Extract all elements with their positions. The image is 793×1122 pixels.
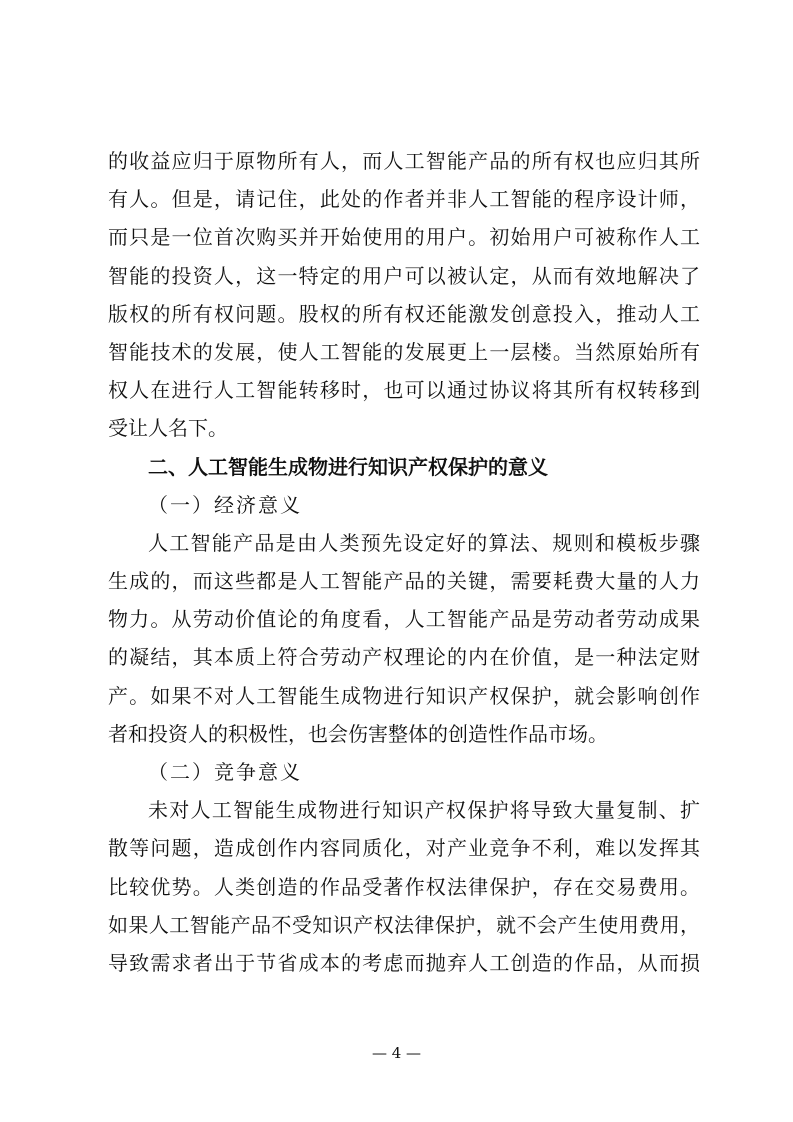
text-line: 版权的所有权问题。股权的所有权还能激发创意投入，推动人工 [108,301,700,326]
text-line: 产。如果不对人工智能生成物进行知识产权保护，就会影响创作 [108,683,700,708]
paragraph [108,791,700,982]
text-line: 有人。但是，请记住，此处的作者并非人工智能的程序设计师， [108,187,700,212]
text-line: 受让人名下。 [108,416,228,441]
paragraph [108,524,700,753]
text-line: 的凝结，其本质上符合劳动产权理论的内在价值，是一种法定财 [108,645,700,670]
text-line: 智能技术的发展，使人工智能的发展更上一层楼。当然原始所有 [108,339,700,364]
text-line: 而只是一位首次购买并开始使用的用户。初始用户可被称作人工 [108,225,700,250]
text-line: 权人在进行人工智能转移时，也可以通过协议将其所有权转移到 [108,378,700,403]
text-line: 物力。从劳动价值论的角度看，人工智能产品是劳动者劳动成果 [108,607,700,632]
text-line: 智能的投资人，这一特定的用户可以被认定，从而有效地解决了 [108,263,700,288]
text-line: 人工智能产品是由人类预先设定好的算法、规则和模板步骤 [148,530,700,555]
subsection-heading: （一）经济意义 [148,492,302,517]
page-body [108,142,700,982]
text-line: 如果人工智能产品不受知识产权法律保护，就不会产生使用费用， [108,912,700,937]
text-line: 者和投资人的积极性，也会伤害整体的创造性作品市场。 [108,721,608,746]
text-line: 散等问题，造成创作内容同质化，对产业竞争不利，难以发挥其 [108,836,700,861]
text-line: 的收益应归于原物所有人，而人工智能产品的所有权也应归其所 [108,149,700,173]
page-number: — 4 — [371,1044,422,1062]
section-heading: 二、人工智能生成物进行知识产权保护的意义 [148,454,548,479]
subsection-heading: （二）竞争意义 [148,760,302,784]
paragraph [108,142,700,448]
text-line: 生成的，而这些都是人工智能产品的关键，需要耗费大量的人力 [108,569,700,594]
text-line: 比较优势。人类创造的作品受著作权法律保护，存在交易费用。 [108,874,700,899]
text-line: 导致需求者出于节省成本的考虑而抛弃人工创造的作品，从而损 [108,950,700,975]
text-line: 未对人工智能生成物进行知识产权保护将导致大量复制、扩 [148,798,700,823]
